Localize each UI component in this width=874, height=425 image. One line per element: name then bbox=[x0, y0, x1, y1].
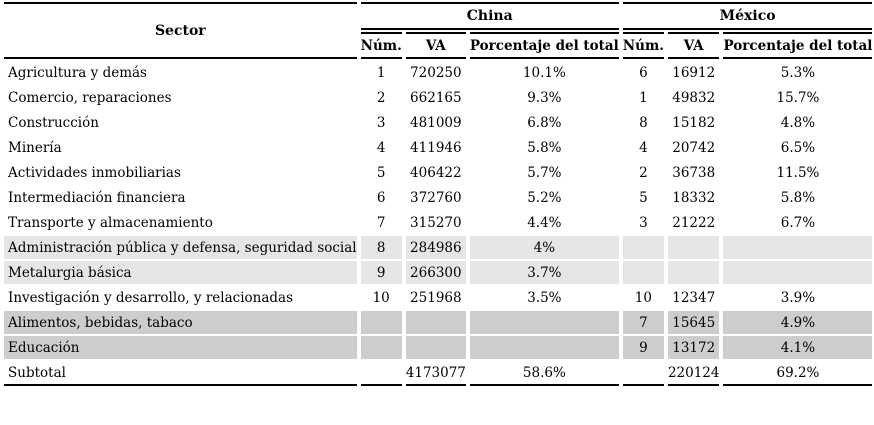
china-pct-cell: 5.2% bbox=[527, 189, 562, 206]
table-row bbox=[4, 236, 872, 259]
china-num-cell: 4 bbox=[376, 139, 386, 156]
table-body bbox=[4, 61, 872, 386]
china-pct-cell: 3.7% bbox=[470, 261, 619, 284]
mexico-va-header: VA bbox=[668, 32, 720, 59]
china-va-cell: 315270 bbox=[410, 214, 462, 231]
group-header-row bbox=[4, 2, 872, 30]
mexico-va-cell: 220124 bbox=[668, 361, 720, 386]
sector-column-header: Sector bbox=[4, 2, 357, 59]
sector-cell: Actividades inmobiliarias bbox=[8, 164, 181, 181]
sector-cell: Subtotal bbox=[4, 361, 357, 386]
mexico-pct-cell bbox=[723, 236, 872, 259]
mexico-num-cell: 4 bbox=[639, 139, 648, 156]
sector-cell: Transporte y almacenamiento bbox=[8, 214, 213, 231]
mexico-num-cell bbox=[623, 361, 664, 386]
sector-cell: Alimentos, bebidas, tabaco bbox=[4, 311, 357, 334]
mexico-pct-cell: 11.5% bbox=[776, 164, 820, 181]
mexico-pct-cell: 5.8% bbox=[780, 189, 816, 206]
mexico-va-cell: 15182 bbox=[672, 114, 716, 131]
mexico-num-cell: 2 bbox=[639, 164, 648, 181]
mexico-pct-cell: 6.5% bbox=[780, 139, 816, 156]
china-va-cell bbox=[406, 311, 466, 334]
sector-cell: Agricultura y demás bbox=[8, 64, 147, 81]
mexico-va-cell bbox=[668, 261, 720, 284]
china-pct-cell: 4% bbox=[470, 236, 619, 259]
sector-cell: Comercio, reparaciones bbox=[8, 89, 172, 106]
sector-cell: Investigación y desarrollo, y relacionadas bbox=[8, 289, 293, 306]
china-pct-cell: 9.3% bbox=[527, 89, 562, 106]
column-group-header-china: China bbox=[361, 2, 619, 30]
table-row bbox=[4, 211, 872, 234]
mexico-pct-cell: 4.9% bbox=[723, 311, 872, 334]
china-num-cell bbox=[361, 336, 402, 359]
china-num-cell: 1 bbox=[376, 64, 386, 81]
mexico-va-cell bbox=[668, 236, 720, 259]
china-num-cell bbox=[361, 361, 402, 386]
china-va-cell: 284986 bbox=[406, 236, 466, 259]
china-pct-cell: 58.6% bbox=[470, 361, 619, 386]
china-num-header: Núm. bbox=[361, 32, 402, 59]
china-va-cell: 251968 bbox=[410, 289, 462, 306]
sector-cell: Metalurgia básica bbox=[4, 261, 357, 284]
china-pct-cell: 5.7% bbox=[527, 164, 562, 181]
mexico-num-cell: 1 bbox=[639, 89, 648, 106]
mexico-pct-cell: 15.7% bbox=[776, 89, 820, 106]
china-num-cell: 5 bbox=[376, 164, 386, 181]
column-group-header-mexico: México bbox=[623, 2, 873, 30]
china-num-cell bbox=[361, 311, 402, 334]
china-num-cell: 2 bbox=[376, 89, 386, 106]
sector-cell: Minería bbox=[8, 139, 62, 156]
mexico-pct-header: Porcentaje del total bbox=[723, 32, 872, 59]
mexico-va-cell: 12347 bbox=[672, 289, 716, 306]
mexico-pct-cell bbox=[723, 261, 872, 284]
table-row bbox=[4, 86, 872, 109]
mexico-va-cell: 21222 bbox=[672, 214, 716, 231]
china-va-cell: 411946 bbox=[410, 139, 462, 156]
china-num-cell: 8 bbox=[361, 236, 402, 259]
china-va-cell: 662165 bbox=[410, 89, 462, 106]
china-va-cell: 406422 bbox=[410, 164, 462, 181]
china-va-cell: 720250 bbox=[410, 64, 462, 81]
mexico-pct-cell: 6.7% bbox=[780, 214, 816, 231]
china-va-cell: 266300 bbox=[406, 261, 466, 284]
table-row bbox=[4, 336, 872, 359]
table-row bbox=[4, 136, 872, 159]
mexico-va-cell: 15645 bbox=[668, 311, 720, 334]
china-num-cell: 9 bbox=[361, 261, 402, 284]
china-pct-cell: 6.8% bbox=[527, 114, 562, 131]
mexico-num-cell bbox=[623, 261, 664, 284]
china-pct-cell: 3.5% bbox=[527, 289, 562, 306]
mexico-va-cell: 18332 bbox=[672, 189, 716, 206]
mexico-num-cell: 8 bbox=[639, 114, 648, 131]
mexico-num-cell: 5 bbox=[639, 189, 648, 206]
table-row bbox=[4, 361, 872, 386]
mexico-va-cell: 20742 bbox=[672, 139, 716, 156]
mexico-num-cell: 7 bbox=[623, 311, 664, 334]
china-va-cell: 481009 bbox=[410, 114, 462, 131]
mexico-num-cell bbox=[623, 236, 664, 259]
china-pct-cell: 10.1% bbox=[522, 64, 566, 81]
china-va-header: VA bbox=[406, 32, 466, 59]
china-num-cell: 6 bbox=[376, 189, 386, 206]
china-va-cell: 4173077 bbox=[406, 361, 466, 386]
mexico-va-cell: 49832 bbox=[672, 89, 716, 106]
mexico-pct-cell: 3.9% bbox=[780, 289, 816, 306]
mexico-va-cell: 16912 bbox=[672, 64, 716, 81]
table-row bbox=[4, 161, 872, 184]
china-pct-cell: 4.4% bbox=[527, 214, 562, 231]
china-pct-cell bbox=[470, 311, 619, 334]
mexico-num-cell: 3 bbox=[639, 214, 648, 231]
china-va-cell bbox=[406, 336, 466, 359]
china-va-cell: 372760 bbox=[410, 189, 462, 206]
mexico-va-cell: 36738 bbox=[672, 164, 716, 181]
mexico-va-cell: 13172 bbox=[668, 336, 720, 359]
china-num-cell: 10 bbox=[372, 289, 390, 306]
china-num-cell: 3 bbox=[376, 114, 386, 131]
mexico-num-cell: 9 bbox=[623, 336, 664, 359]
mexico-pct-cell: 4.1% bbox=[723, 336, 872, 359]
table-row bbox=[4, 311, 872, 334]
table-row bbox=[4, 61, 872, 84]
mexico-num-header: Núm. bbox=[623, 32, 664, 59]
sector-cell: Educación bbox=[4, 336, 357, 359]
mexico-pct-cell: 5.3% bbox=[780, 64, 816, 81]
china-pct-cell: 5.8% bbox=[527, 139, 562, 156]
table-row bbox=[4, 286, 872, 309]
mexico-pct-cell: 69.2% bbox=[723, 361, 872, 386]
sector-cell: Administración pública y defensa, seguridad social bbox=[4, 236, 357, 259]
mexico-num-cell: 10 bbox=[634, 289, 652, 306]
table-row bbox=[4, 261, 872, 284]
sector-cell: Intermediación financiera bbox=[8, 189, 186, 206]
china-pct-header: Porcentaje del total bbox=[470, 32, 619, 59]
table-row bbox=[4, 186, 872, 209]
china-num-cell: 7 bbox=[376, 214, 386, 231]
table-row bbox=[4, 111, 872, 134]
mexico-pct-cell: 4.8% bbox=[780, 114, 816, 131]
china-pct-cell bbox=[470, 336, 619, 359]
sector-cell: Construcción bbox=[8, 114, 99, 131]
mexico-num-cell: 6 bbox=[639, 64, 648, 81]
